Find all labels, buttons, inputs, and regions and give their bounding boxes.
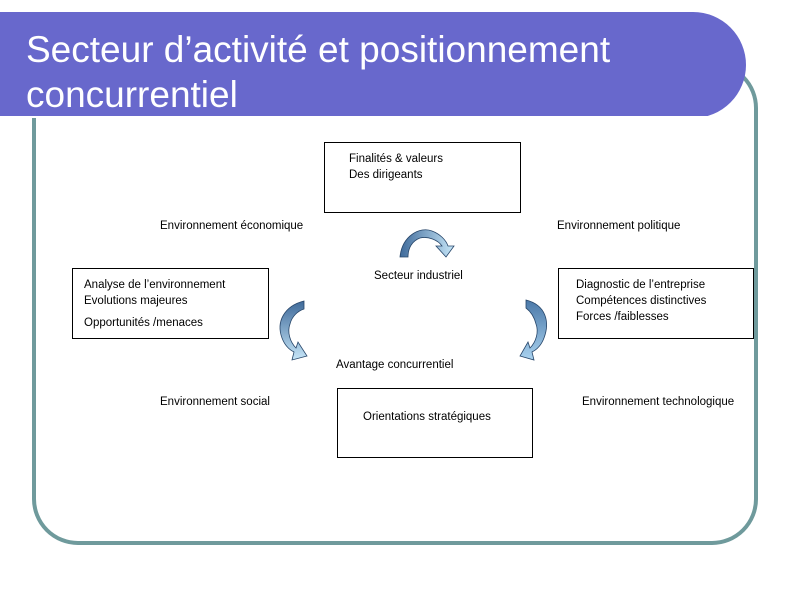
box-right-line-2: Compétences distinctives [576,295,707,307]
title-line-1: Secteur d’activité et positionnement [26,29,611,70]
label-secteur-industriel: Secteur industriel [374,270,463,282]
curved-arrow-top-icon [400,230,454,257]
box-right-line-1: Diagnostic de l’entreprise [576,279,706,291]
box-left-line-1: Analyse de l’environnement [84,279,226,291]
label-env-economique: Environnement économique [160,220,304,232]
title-line-2: concurrentiel [26,74,238,115]
curved-arrow-left-icon [280,301,307,360]
label-env-social: Environnement social [160,396,270,408]
box-bottom-line-1: Orientations stratégiques [363,411,491,423]
box-right-line-3: Forces /faiblesses [576,311,669,323]
label-avantage-concurrentiel: Avantage concurrentiel [336,359,454,371]
label-env-technologique: Environnement technologique [582,396,735,408]
label-env-politique: Environnement politique [557,220,681,232]
box-finalites-line-1: Finalités & valeurs [349,153,443,165]
box-finalites-line-2: Des dirigeants [349,169,423,181]
curved-arrow-right-icon [520,300,547,360]
box-left-line-2: Evolutions majeures [84,295,188,307]
box-left-line-3: Opportunités /menaces [84,317,203,329]
